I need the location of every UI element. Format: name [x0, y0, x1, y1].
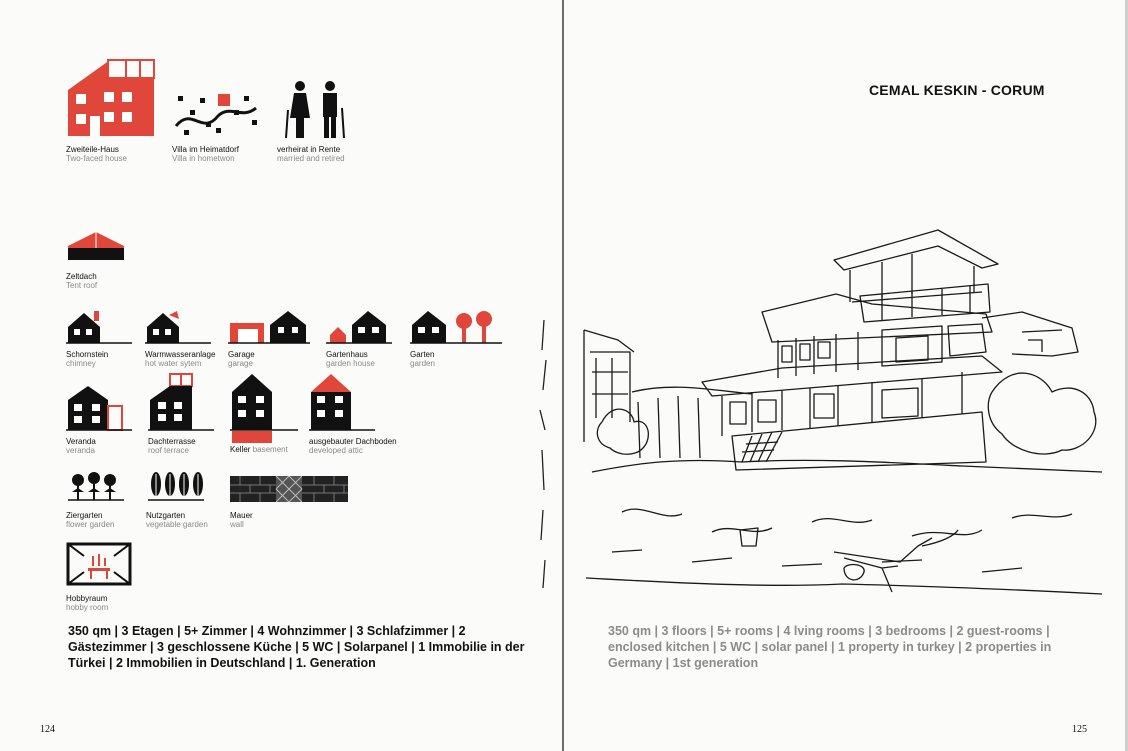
garage-icon [228, 309, 310, 345]
wall-caption: Mauer wall [230, 511, 253, 529]
flower-garden-icon [68, 470, 124, 502]
hot-water-system-icon [145, 309, 211, 345]
vegetable-garden-caption: Nutzgarten vegetable garden [146, 511, 208, 529]
garden-house-caption: Gartenhaus garden house [326, 350, 375, 368]
veranda-caption: Veranda veranda [66, 437, 96, 455]
roof-terrace-icon [148, 372, 214, 432]
garden-caption: Garten garden [410, 350, 435, 368]
flower-garden-caption: Ziergarten flower garden [66, 511, 115, 529]
garden-icon [410, 309, 502, 345]
garden-house-icon [326, 309, 392, 345]
two-faced-house-caption: Zweiteile-Haus Two-faced house [66, 145, 127, 163]
villa-caption: Villa im Heimatdorf Villa in hometwon [172, 145, 239, 163]
page-title: CEMAL KESKIN - CORUM [869, 82, 1045, 98]
married-caption: verheirat in Rente married and retired [277, 145, 345, 163]
villa-map-icon [172, 86, 260, 142]
chimney-icon [66, 309, 132, 345]
hot-water-caption: Warmwasseranlage hot water sytem [145, 350, 216, 368]
chimney-caption: Schornstein chimney [66, 350, 109, 368]
vegetable-garden-icon [148, 470, 204, 502]
left-page [0, 0, 562, 751]
page-number-left: 124 [40, 724, 55, 735]
right-page [564, 0, 1128, 751]
hobby-room-icon [66, 542, 132, 586]
roof-terrace-caption: Dachterrasse roof terrace [148, 437, 196, 455]
wall-icon [230, 476, 348, 502]
tent-roof-caption: Zeltdach Tent roof [66, 272, 98, 290]
veranda-icon [66, 384, 132, 432]
hobby-room-caption: Hobbyraum hobby room [66, 594, 109, 612]
attic-caption: ausgebauter Dachboden developed attic [309, 437, 397, 455]
retired-couple-icon [284, 80, 348, 140]
developed-attic-icon [309, 372, 375, 432]
tent-roof-icon [66, 230, 126, 262]
two-faced-house-icon [66, 56, 156, 138]
garage-caption: Garage garage [228, 350, 255, 368]
house-stats-english: 350 qm | 3 floors | 5+ rooms | 4 lving rooms | 3 bedrooms | 2 guest-rooms | enclosed kitchen | 5 WC | solar panel | 1 property in turkey | 2 properties in Germany | 1st generation [608, 624, 1052, 670]
page-number-right: 125 [1072, 724, 1087, 735]
basement-icon [230, 372, 298, 444]
house-stats-german: 350 qm | 3 Etagen | 5+ Zimmer | 4 Wohnzimmer | 3 Schlafzimmer | 2 Gästezimmer | 3 geschlossene Küche | 5 WC | Solarpanel | 1 Immobilie in der Türkei | 2 Immobilien in Deutschland | 1. Generation [68, 624, 525, 670]
basement-caption: Keller basement [230, 445, 288, 454]
sketch-bleed-left [536, 320, 550, 590]
house-sketch-illustration [582, 222, 1108, 608]
